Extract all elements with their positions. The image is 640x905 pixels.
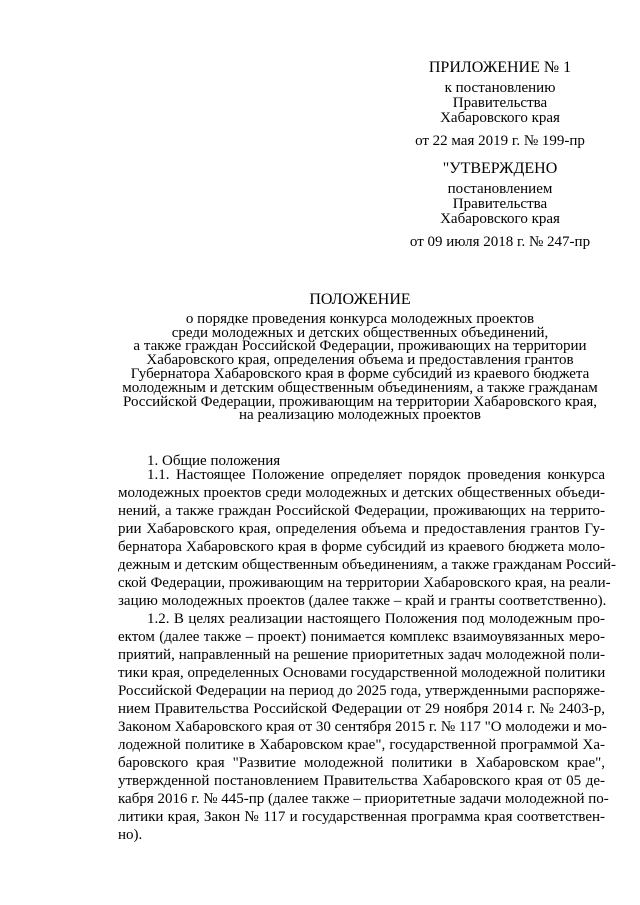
title-line: Российской Федерации, проживающим на территории Хабаровского края, (122, 393, 598, 410)
approved-title: "УТВЕРЖДЕНО (442, 160, 558, 177)
title-line: о порядке проведения конкурса молодежных проектов (185, 310, 535, 327)
title-line: Губернатора Хабаровского края в форме субсидий из краевого бюджета (130, 365, 590, 382)
text-line: ской Федерации, проживающим на территории Хабаровского края, на реали- (118, 575, 611, 591)
approved-government: Правительства (452, 196, 548, 212)
text-line: но). (118, 827, 143, 843)
title-line: среди молодежных и детских общественных объединений, (171, 324, 549, 341)
appendix-title: ПРИЛОЖЕНИЕ № 1 (428, 59, 572, 76)
text-line: тики края, определенных Основами государственной молодежной политики (118, 665, 606, 681)
document-heading: ПОЛОЖЕНИЕ (309, 291, 411, 308)
appendix-region: Хабаровского края (440, 110, 560, 126)
text-line: молодежных проектов среди молодежных и детских общественных объеди- (118, 485, 605, 501)
appendix-date: от 22 мая 2019 г. № 199-пр (415, 133, 585, 149)
section-heading: 1. Общие положения (147, 453, 281, 469)
approved-date: от 09 июля 2018 г. № 247-пр (409, 234, 591, 250)
paragraph-1-2 (118, 610, 609, 844)
text-line: рии Хабаровского края, определения объема и предоставления грантов Гу- (118, 521, 605, 537)
title-line: а также граждан Российской Федерации, проживающих на территории (133, 338, 587, 355)
paragraph-1-1 (118, 466, 617, 610)
text-line: ектом (далее также – проект) понимается комплекс взаимоувязанных меро- (118, 629, 605, 645)
text-line: нием Правительства Российской Федерации от 29 ноября 2014 г. № 2403-р, (118, 701, 605, 717)
appendix-to-resolution: к постановлению (444, 80, 556, 96)
approved-by-resolution: постановлением (447, 181, 553, 197)
text-line: бернатора Хабаровского края в форме субсидий из краевого бюджета моло- (118, 539, 605, 555)
title-line: на реализацию молодежных проектов (239, 407, 481, 424)
appendix-block (395, 60, 605, 250)
text-line: нений, а также граждан Российской Федерации, проживающих на террито- (118, 503, 605, 519)
text-line: кабря 2016 г. № 445-пр (далее также – приоритетные задачи молодежной по- (118, 791, 609, 807)
text-line: приятий, направленный на решение приоритетных задач молодежной поли- (118, 647, 605, 663)
text-line: дежным и детским общественным объединениям, а также гражданам Россий- (118, 557, 617, 573)
text-line: лодежной политике в Хабаровском крае", государственной программой Ха- (118, 737, 605, 753)
title-line: Хабаровского края, определения объема и предоставления грантов (146, 352, 574, 369)
text-line: 1.1. Настоящее Положение определяет порядок проведения конкурса (147, 467, 605, 483)
title-line: молодежным и детским общественным объединениям, а также гражданам (122, 379, 598, 396)
text-line: литики края, Закон № 117 и государственная программа края соответствен- (118, 809, 605, 825)
appendix-government: Правительства (452, 95, 548, 111)
approved-region: Хабаровского края (440, 211, 560, 227)
text-line: баровского края "Развитие молодежной политики в Хабаровском крае", (118, 755, 605, 771)
document-title (90, 293, 630, 423)
text-line: зацию молодежных проектов (далее также – край и гранты соответственно). (118, 593, 607, 609)
text-line: утвержденной постановлением Правительства Хабаровского края от 05 де- (118, 773, 605, 789)
text-line: 1.2. В целях реализации настоящего Положения под молодежным про- (147, 611, 605, 627)
text-line: Российской Федерации на период до 2025 года, утвержденными распоряже- (118, 683, 605, 699)
text-line: Законом Хабаровского края от 30 сентября 2015 г. № 117 "О молодежи и мо- (118, 719, 607, 735)
